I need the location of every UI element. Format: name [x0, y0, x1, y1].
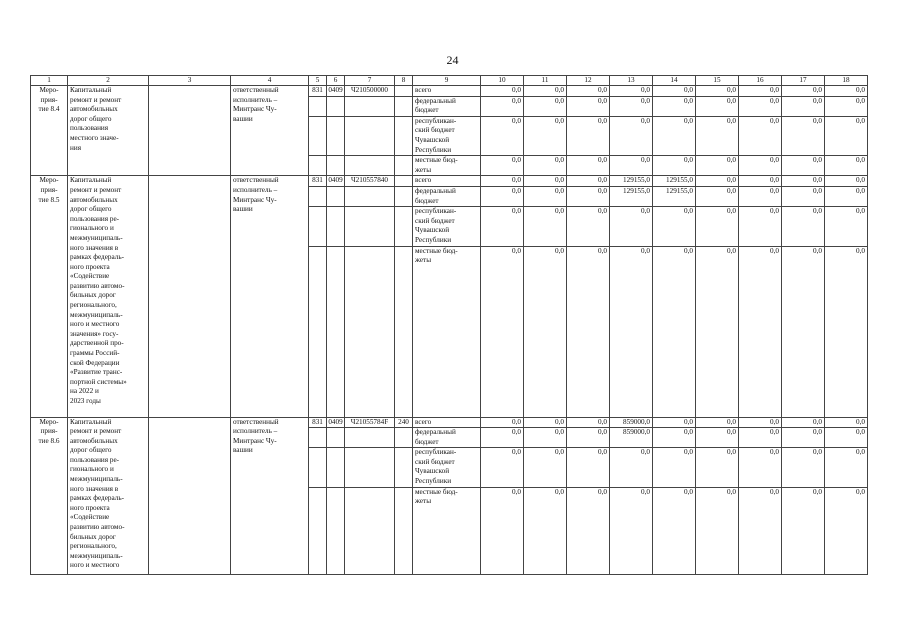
amount-cell: 0,0 — [782, 156, 825, 176]
amount-cell: 0,0 — [524, 156, 567, 176]
amount-cell: 0,0 — [481, 96, 524, 116]
funding-source — [413, 86, 481, 97]
amount-cell: 129155,0 — [653, 186, 696, 206]
amount-cell: 0,0 — [739, 428, 782, 448]
amount-cell: 0,0 — [524, 487, 567, 574]
executor-line: ответственный — [233, 417, 279, 426]
funding-source-line: Чувашской — [415, 226, 450, 235]
funding-source-line: жеты — [415, 497, 432, 506]
amount-cell: 0,0 — [653, 487, 696, 574]
executor-line: вашии — [233, 114, 253, 123]
amount-cell: 0,0 — [782, 487, 825, 574]
column-number: 5 — [309, 76, 327, 86]
amount-cell: 0,0 — [825, 116, 868, 155]
amount-cell: 0,0 — [567, 448, 610, 487]
amount-cell: 0,0 — [739, 207, 782, 246]
amount-cell: 0,0 — [610, 116, 653, 155]
empty-code-cell — [395, 246, 413, 417]
funding-source-line: всего — [415, 417, 432, 426]
amount-cell: 0,0 — [825, 86, 868, 97]
funding-source — [413, 428, 481, 448]
empty-code-cell — [395, 207, 413, 246]
funding-source — [413, 246, 481, 417]
funding-source — [413, 448, 481, 487]
empty-code-cell — [345, 96, 395, 116]
amount-cell: 0,0 — [481, 207, 524, 246]
executor-line: вашии — [233, 446, 253, 455]
measure-number-line: прия- — [40, 427, 58, 436]
amount-cell: 0,0 — [739, 417, 782, 428]
empty-code-cell — [309, 246, 327, 417]
measure-number — [31, 417, 68, 574]
empty-code-cell — [345, 428, 395, 448]
measure-name-line: ния — [70, 143, 81, 152]
amount-cell: 0,0 — [696, 176, 739, 187]
amount-cell: 0,0 — [481, 156, 524, 176]
section-code: 0409 — [327, 176, 345, 187]
funding-source-line: федеральный — [415, 428, 456, 437]
measure-name-line: «Развитие транс- — [70, 368, 123, 377]
measure-number — [31, 176, 68, 417]
column-number: 15 — [696, 76, 739, 86]
measure-name-line: ного значения в — [70, 484, 119, 493]
column-number: 16 — [739, 76, 782, 86]
measure-name-line: дорог общего — [70, 446, 112, 455]
amount-cell: 0,0 — [696, 246, 739, 417]
amount-cell: 0,0 — [739, 448, 782, 487]
amount-cell: 0,0 — [653, 246, 696, 417]
amount-cell: 0,0 — [524, 86, 567, 97]
measure-name-line: Капитальный — [70, 176, 112, 185]
funding-source — [413, 487, 481, 574]
amount-cell: 0,0 — [524, 207, 567, 246]
measure-name-line: регионального, — [70, 301, 117, 310]
funding-source-line: республикан- — [415, 207, 457, 216]
measure-name-line: бильных дорог — [70, 291, 116, 300]
measure-number-line: тие 8.6 — [38, 436, 60, 445]
amount-cell: 0,0 — [524, 186, 567, 206]
column-number: 14 — [653, 76, 696, 86]
amount-cell: 0,0 — [782, 417, 825, 428]
amount-cell: 0,0 — [739, 176, 782, 187]
measure-name-line: «Содействие — [70, 272, 110, 281]
measure-name-line: ремонт и ремонт — [70, 95, 122, 104]
amount-cell: 129155,0 — [610, 186, 653, 206]
measure-name-line: развитию автомо- — [70, 281, 125, 290]
empty-code-cell — [395, 156, 413, 176]
executor-line: Минтранс Чу- — [233, 195, 277, 204]
amount-cell: 0,0 — [825, 487, 868, 574]
funding-source-line: бюджет — [415, 437, 439, 446]
amount-cell: 0,0 — [653, 207, 696, 246]
amount-cell: 0,0 — [567, 116, 610, 155]
measure-name-line: дорог общего — [70, 114, 112, 123]
empty-code-cell — [309, 186, 327, 206]
column-number: 9 — [413, 76, 481, 86]
empty-code-cell — [395, 116, 413, 155]
amount-cell: 0,0 — [739, 186, 782, 206]
amount-cell: 0,0 — [610, 86, 653, 97]
measure-name-line: ного и местного — [70, 320, 120, 329]
measure-name-line: «Содействие — [70, 513, 110, 522]
page-number: 24 — [446, 53, 459, 67]
table-row — [31, 417, 868, 428]
funding-source-line: жеты — [415, 165, 432, 174]
funding-source — [413, 116, 481, 155]
column-number: 18 — [825, 76, 868, 86]
empty-code-cell — [309, 487, 327, 574]
amount-cell: 0,0 — [696, 428, 739, 448]
amount-cell: 0,0 — [696, 448, 739, 487]
empty-code-cell — [327, 186, 345, 206]
executor-line: Минтранс Чу- — [233, 105, 277, 114]
amount-cell: 0,0 — [696, 417, 739, 428]
executor-line: ответственный — [233, 86, 279, 94]
measure-name-line: ного значения в — [70, 243, 119, 252]
expense-type-code — [395, 176, 413, 187]
amount-cell: 0,0 — [481, 417, 524, 428]
amount-cell: 0,0 — [825, 96, 868, 116]
amount-cell: 0,0 — [825, 428, 868, 448]
funding-source-line: Чувашской — [415, 467, 450, 476]
amount-cell: 0,0 — [481, 448, 524, 487]
amount-cell: 0,0 — [696, 186, 739, 206]
column-number: 6 — [327, 76, 345, 86]
executor-line: исполнитель – — [233, 95, 278, 104]
empty-code-cell — [309, 96, 327, 116]
section-code: 0409 — [327, 417, 345, 428]
grbs-code: 831 — [309, 86, 327, 97]
measure-number-line: Меро- — [39, 86, 59, 94]
amount-cell: 0,0 — [782, 207, 825, 246]
measure-name-line: дарственной про- — [70, 339, 124, 348]
measure-name-line: гионального и — [70, 224, 114, 233]
amount-cell: 0,0 — [739, 487, 782, 574]
amount-cell: 0,0 — [739, 156, 782, 176]
measure-name-line: дорог общего — [70, 205, 112, 214]
budget-table — [30, 75, 868, 575]
amount-cell: 0,0 — [610, 156, 653, 176]
amount-cell: 0,0 — [653, 156, 696, 176]
measure-name-line: автомобильных — [70, 195, 118, 204]
amount-cell: 0,0 — [782, 96, 825, 116]
amount-cell: 0,0 — [739, 246, 782, 417]
empty-code-cell — [395, 448, 413, 487]
amount-cell: 0,0 — [653, 86, 696, 97]
amount-cell: 0,0 — [567, 417, 610, 428]
amount-cell: 0,0 — [782, 428, 825, 448]
funding-source-line: жеты — [415, 256, 432, 265]
measure-name-line: ремонт и ремонт — [70, 427, 122, 436]
empty-code-cell — [395, 487, 413, 574]
measure-name-line: ного проекта — [70, 503, 110, 512]
measure-name-line: рамках федераль- — [70, 253, 125, 262]
funding-source-line: всего — [415, 176, 432, 185]
empty-code-cell — [327, 448, 345, 487]
amount-cell: 129155,0 — [610, 176, 653, 187]
amount-cell: 0,0 — [825, 186, 868, 206]
amount-cell: 0,0 — [825, 207, 868, 246]
amount-cell: 0,0 — [825, 156, 868, 176]
amount-cell: 0,0 — [567, 96, 610, 116]
funding-source-line: Республики — [415, 477, 452, 486]
empty-code-cell — [327, 207, 345, 246]
amount-cell: 0,0 — [739, 86, 782, 97]
measure-number-line: Меро- — [39, 417, 59, 426]
funding-source-line: федеральный — [415, 186, 456, 195]
empty-code-cell — [395, 428, 413, 448]
empty-code-cell — [345, 246, 395, 417]
empty-code-cell — [345, 487, 395, 574]
funding-source-line: Чувашской — [415, 135, 450, 144]
column-number: 3 — [149, 76, 231, 86]
grbs-code: 831 — [309, 176, 327, 187]
target-article-code: Ч21055784F — [345, 417, 395, 428]
column-number: 11 — [524, 76, 567, 86]
amount-cell: 0,0 — [610, 448, 653, 487]
measure-name-line: межмуниципаль- — [70, 551, 123, 560]
amount-cell: 0,0 — [696, 487, 739, 574]
amount-cell: 0,0 — [481, 116, 524, 155]
amount-cell: 0,0 — [567, 428, 610, 448]
amount-cell: 0,0 — [825, 176, 868, 187]
empty-code-cell — [345, 448, 395, 487]
empty-code-cell — [327, 156, 345, 176]
amount-cell: 0,0 — [653, 428, 696, 448]
amount-cell: 0,0 — [524, 428, 567, 448]
executor-line: исполнитель – — [233, 427, 278, 436]
funding-source-line: всего — [415, 86, 432, 94]
amount-cell: 0,0 — [696, 156, 739, 176]
funding-source-line: местные бюд- — [415, 246, 458, 255]
column-number: 17 — [782, 76, 825, 86]
measure-name-line: Капитальный — [70, 86, 112, 94]
measure-number-line: Меро- — [39, 176, 59, 185]
measure-name-line: местного значе- — [70, 133, 119, 142]
measure-name-line: развитию автомо- — [70, 523, 125, 532]
empty-code-cell — [327, 487, 345, 574]
funding-source-line: местные бюд- — [415, 487, 458, 496]
measure-name-line: пользования ре- — [70, 214, 120, 223]
amount-cell: 0,0 — [653, 417, 696, 428]
header-row — [31, 76, 868, 86]
amount-cell: 0,0 — [739, 96, 782, 116]
measure-name-line: ской Федерации — [70, 358, 120, 367]
measure-name-line: Капитальный — [70, 417, 112, 426]
amount-cell: 0,0 — [825, 246, 868, 417]
amount-cell: 0,0 — [524, 176, 567, 187]
funding-source-line: бюджет — [415, 106, 439, 115]
measure-name-line: ного проекта — [70, 262, 110, 271]
amount-cell: 859000,0 — [610, 417, 653, 428]
column-number: 13 — [610, 76, 653, 86]
empty-code-cell — [345, 116, 395, 155]
amount-cell: 0,0 — [782, 116, 825, 155]
funding-source-line: ский бюджет — [415, 216, 455, 225]
measure-name-line: межмуниципаль- — [70, 233, 123, 242]
measure-name-line: на 2022 и — [70, 387, 99, 396]
funding-source — [413, 186, 481, 206]
amount-cell: 0,0 — [610, 207, 653, 246]
measure-number-line: прия- — [40, 95, 58, 104]
funding-source-line: местные бюд- — [415, 156, 458, 165]
measure-name-line: автомобильных — [70, 436, 118, 445]
funding-source — [413, 417, 481, 428]
empty-code-cell — [327, 428, 345, 448]
column-number: 1 — [31, 76, 68, 86]
target-article-code: Ч210557840 — [345, 176, 395, 187]
empty-code-cell — [395, 186, 413, 206]
amount-cell: 0,0 — [739, 116, 782, 155]
measure-name — [68, 417, 149, 574]
funding-source — [413, 176, 481, 187]
grbs-code: 831 — [309, 417, 327, 428]
column-number: 10 — [481, 76, 524, 86]
measure-name-line: пользования ре- — [70, 455, 120, 464]
measure-number-line: прия- — [40, 185, 58, 194]
empty-code-cell — [327, 96, 345, 116]
measure-name-line: регионального, — [70, 542, 117, 551]
funding-source-line: ский бюджет — [415, 126, 455, 135]
empty-code-cell — [327, 116, 345, 155]
measure-name-line: 2023 годы — [70, 397, 101, 405]
measure-name-line: бильных дорог — [70, 532, 116, 541]
amount-cell: 0,0 — [481, 428, 524, 448]
amount-cell: 859000,0 — [610, 428, 653, 448]
measure-name-line: автомобильных — [70, 105, 118, 114]
amount-cell: 0,0 — [610, 246, 653, 417]
measure-name — [68, 176, 149, 417]
amount-cell: 0,0 — [567, 176, 610, 187]
amount-cell: 129155,0 — [653, 176, 696, 187]
measure-name-line: ремонт и ремонт — [70, 185, 122, 194]
amount-cell: 0,0 — [481, 186, 524, 206]
measure-name-line: рамках федераль- — [70, 494, 125, 503]
amount-cell: 0,0 — [481, 86, 524, 97]
section-code: 0409 — [327, 86, 345, 97]
empty-code-cell — [327, 246, 345, 417]
amount-cell: 0,0 — [567, 186, 610, 206]
amount-cell: 0,0 — [610, 487, 653, 574]
column-3-cell — [149, 86, 231, 176]
amount-cell: 0,0 — [481, 487, 524, 574]
funding-source-line: Республики — [415, 235, 452, 244]
measure-name-line: пользования — [70, 124, 109, 133]
amount-cell: 0,0 — [696, 116, 739, 155]
measure-name — [68, 86, 149, 176]
amount-cell: 0,0 — [567, 246, 610, 417]
funding-source — [413, 156, 481, 176]
amount-cell: 0,0 — [524, 417, 567, 428]
empty-code-cell — [309, 207, 327, 246]
column-number: 4 — [231, 76, 309, 86]
measure-name-line: гионального и — [70, 465, 114, 474]
column-3-cell — [149, 176, 231, 417]
amount-cell: 0,0 — [825, 448, 868, 487]
measure-number-line: тие 8.4 — [38, 105, 60, 114]
measure-name-line: значения» госу- — [70, 329, 119, 338]
executor-cell — [231, 417, 309, 574]
column-number: 12 — [567, 76, 610, 86]
funding-source — [413, 207, 481, 246]
column-3-cell — [149, 417, 231, 574]
funding-source-line: бюджет — [415, 196, 439, 205]
amount-cell: 0,0 — [524, 448, 567, 487]
funding-source — [413, 96, 481, 116]
amount-cell: 0,0 — [653, 448, 696, 487]
funding-source-line: Республики — [415, 145, 452, 154]
amount-cell: 0,0 — [782, 186, 825, 206]
measure-name-line: граммы Россий- — [70, 349, 120, 358]
measure-name-line: ного и местного — [70, 561, 120, 570]
amount-cell: 0,0 — [696, 86, 739, 97]
table-row — [31, 86, 868, 97]
amount-cell: 0,0 — [696, 96, 739, 116]
executor-line: ответственный — [233, 176, 279, 185]
empty-code-cell — [309, 428, 327, 448]
measure-name-line: портной системы» — [70, 377, 127, 386]
executor-line: исполнитель – — [233, 185, 278, 194]
amount-cell: 0,0 — [825, 417, 868, 428]
target-article-code: Ч210500000 — [345, 86, 395, 97]
funding-source-line: республикан- — [415, 116, 457, 125]
amount-cell: 0,0 — [567, 86, 610, 97]
column-number: 2 — [68, 76, 149, 86]
amount-cell: 0,0 — [782, 86, 825, 97]
column-number: 7 — [345, 76, 395, 86]
amount-cell: 0,0 — [567, 207, 610, 246]
amount-cell: 0,0 — [782, 246, 825, 417]
empty-code-cell — [309, 448, 327, 487]
amount-cell: 0,0 — [524, 116, 567, 155]
amount-cell: 0,0 — [696, 207, 739, 246]
amount-cell: 0,0 — [481, 176, 524, 187]
empty-code-cell — [345, 186, 395, 206]
funding-source-line: республикан- — [415, 448, 457, 457]
empty-code-cell — [309, 156, 327, 176]
empty-code-cell — [345, 156, 395, 176]
amount-cell: 0,0 — [524, 246, 567, 417]
measure-name-line: межмуниципаль- — [70, 310, 123, 319]
empty-code-cell — [395, 96, 413, 116]
executor-cell — [231, 176, 309, 417]
funding-source-line: федеральный — [415, 96, 456, 105]
measure-name-line: межмуниципаль- — [70, 475, 123, 484]
expense-type-code — [395, 86, 413, 97]
amount-cell: 0,0 — [653, 116, 696, 155]
column-number: 8 — [395, 76, 413, 86]
amount-cell: 0,0 — [567, 487, 610, 574]
funding-source-line: ский бюджет — [415, 457, 455, 466]
executor-cell — [231, 86, 309, 176]
measure-number — [31, 86, 68, 176]
amount-cell: 0,0 — [524, 96, 567, 116]
amount-cell: 0,0 — [653, 96, 696, 116]
amount-cell: 0,0 — [782, 176, 825, 187]
amount-cell: 0,0 — [481, 246, 524, 417]
measure-number-line: тие 8.5 — [38, 195, 60, 204]
executor-line: Минтранс Чу- — [233, 436, 277, 445]
amount-cell: 0,0 — [610, 96, 653, 116]
amount-cell: 0,0 — [782, 448, 825, 487]
amount-cell: 0,0 — [567, 156, 610, 176]
executor-line: вашии — [233, 205, 253, 214]
empty-code-cell — [309, 116, 327, 155]
expense-type-code: 240 — [395, 417, 413, 428]
empty-code-cell — [345, 207, 395, 246]
table-row — [31, 176, 868, 187]
